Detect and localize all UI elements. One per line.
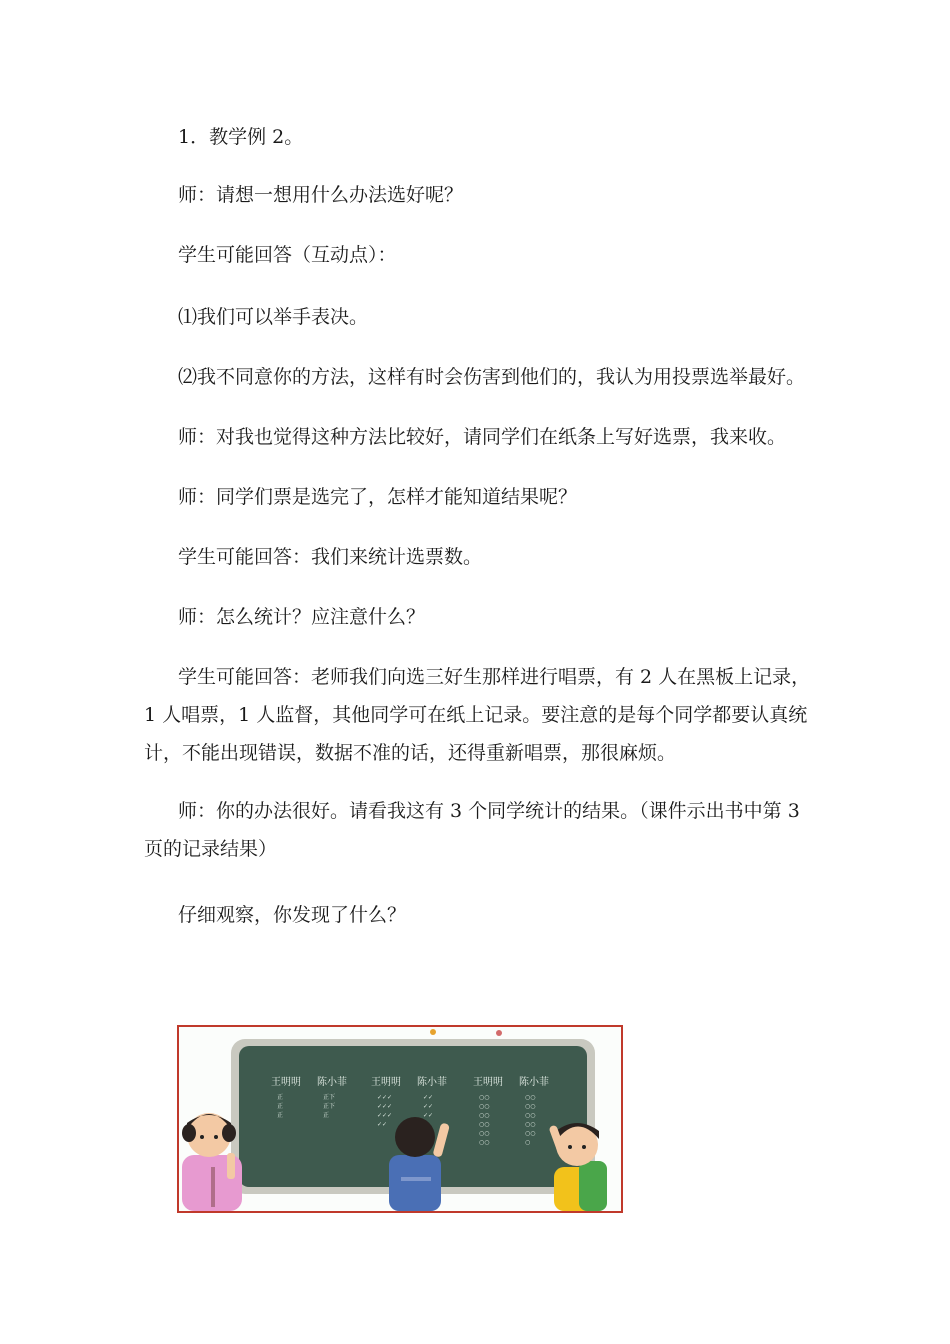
board-tally-mark: 正 [277, 1112, 284, 1119]
board-tally-mark: ○○ [525, 1121, 536, 1128]
text-line: 师：同学们票是选完了，怎样才能知道结果呢？ [178, 486, 578, 508]
board-tally-mark: ✓✓✓ [377, 1094, 393, 1101]
board-header-label: 陈小菲 [317, 1077, 347, 1088]
board-tally-mark: ○○ [479, 1103, 490, 1110]
decoration-dot [430, 1029, 436, 1035]
board-tally-mark: ✓✓ [423, 1103, 434, 1110]
child-left-figure [182, 1113, 242, 1211]
board-tally-mark: ✓✓ [423, 1094, 434, 1101]
decoration-dot [496, 1030, 502, 1036]
text-line: 仔细观察，你发现了什么？ [178, 904, 407, 926]
board-tally-mark: 正 [277, 1103, 284, 1110]
paragraph-4 [144, 298, 824, 336]
board-header-label: 陈小菲 [417, 1077, 447, 1088]
text-line: 1．教学例 2。 [178, 126, 304, 148]
board-tally-mark: 正下 [323, 1103, 336, 1110]
board-tally-mark: ○ [525, 1139, 531, 1146]
board-tally-mark: ✓✓✓ [377, 1112, 393, 1119]
board-header-label: 王明明 [271, 1077, 301, 1088]
text-line: 师：怎么统计？应注意什么？ [178, 606, 426, 628]
paragraph-8 [144, 538, 824, 576]
text-line: 1 人唱票，1 人监督，其他同学可在纸上记录。要注意的是每个同学都要认真统 [144, 704, 808, 726]
paragraph-2 [144, 176, 824, 214]
board-tally-mark: ○○ [479, 1094, 490, 1101]
board-tally-mark: 正 [323, 1112, 330, 1119]
board-tally-mark: ○○ [479, 1112, 490, 1119]
board-tally-mark: ○○ [479, 1121, 490, 1128]
text-line: 师：请想一想用什么办法选好呢？ [178, 184, 464, 206]
board-tally-mark: 正 [277, 1094, 284, 1101]
board-tally-mark: 正下 [323, 1094, 336, 1101]
text-line: 师：对我也觉得这种方法比较好，请同学们在纸条上写好选票，我来收。 [178, 426, 787, 448]
text-line: 师：你的办法很好。请看我这有 3 个同学统计的结果。（课件示出书中第 3 [178, 800, 800, 822]
board-tally-mark: ✓✓✓ [377, 1103, 393, 1110]
illustration-blackboard [177, 1025, 623, 1213]
text-line: 页的记录结果） [144, 838, 278, 860]
text-line: 计，不能出现错误，数据不准的话，还得重新唱票，那很麻烦。 [144, 742, 677, 764]
paragraph-3 [144, 236, 824, 274]
board-header-label: 王明明 [473, 1077, 503, 1088]
board-tally-mark: ✓✓ [423, 1112, 434, 1119]
paragraph-12 [144, 896, 824, 934]
board-tally-mark: ○○ [525, 1094, 536, 1101]
board-header-label: 王明明 [371, 1077, 401, 1088]
text-line: ⑴我们可以举手表决。 [178, 306, 369, 328]
paragraph-9 [144, 598, 824, 636]
paragraph-5 [144, 358, 844, 396]
child-middle-figure [389, 1117, 450, 1211]
paragraph-1 [144, 118, 824, 156]
board-tally-mark: ✓✓ [377, 1121, 388, 1128]
text-line: 学生可能回答：老师我们向选三好生那样进行唱票，有 2 人在黑板上记录， [178, 666, 811, 688]
board-tally-mark: ○○ [479, 1130, 490, 1137]
paragraph-6 [144, 418, 824, 456]
text-line: ⑵我不同意你的方法，这样有时会伤害到他们的，我认为用投票选举最好。 [178, 366, 806, 388]
board-tally-mark: ○○ [525, 1130, 536, 1137]
board-header-label: 陈小菲 [519, 1077, 549, 1088]
text-line: 学生可能回答（互动点）： [178, 244, 397, 266]
paragraph-11 [144, 792, 824, 868]
blackboard-scene [179, 1027, 621, 1211]
board-tally-mark: ○○ [479, 1139, 490, 1146]
board-tally-mark: ○○ [525, 1103, 536, 1110]
paragraph-10 [144, 658, 824, 772]
board-tally-mark: ○○ [525, 1112, 536, 1119]
text-line: 学生可能回答：我们来统计选票数。 [178, 546, 483, 568]
paragraph-7 [144, 478, 824, 516]
